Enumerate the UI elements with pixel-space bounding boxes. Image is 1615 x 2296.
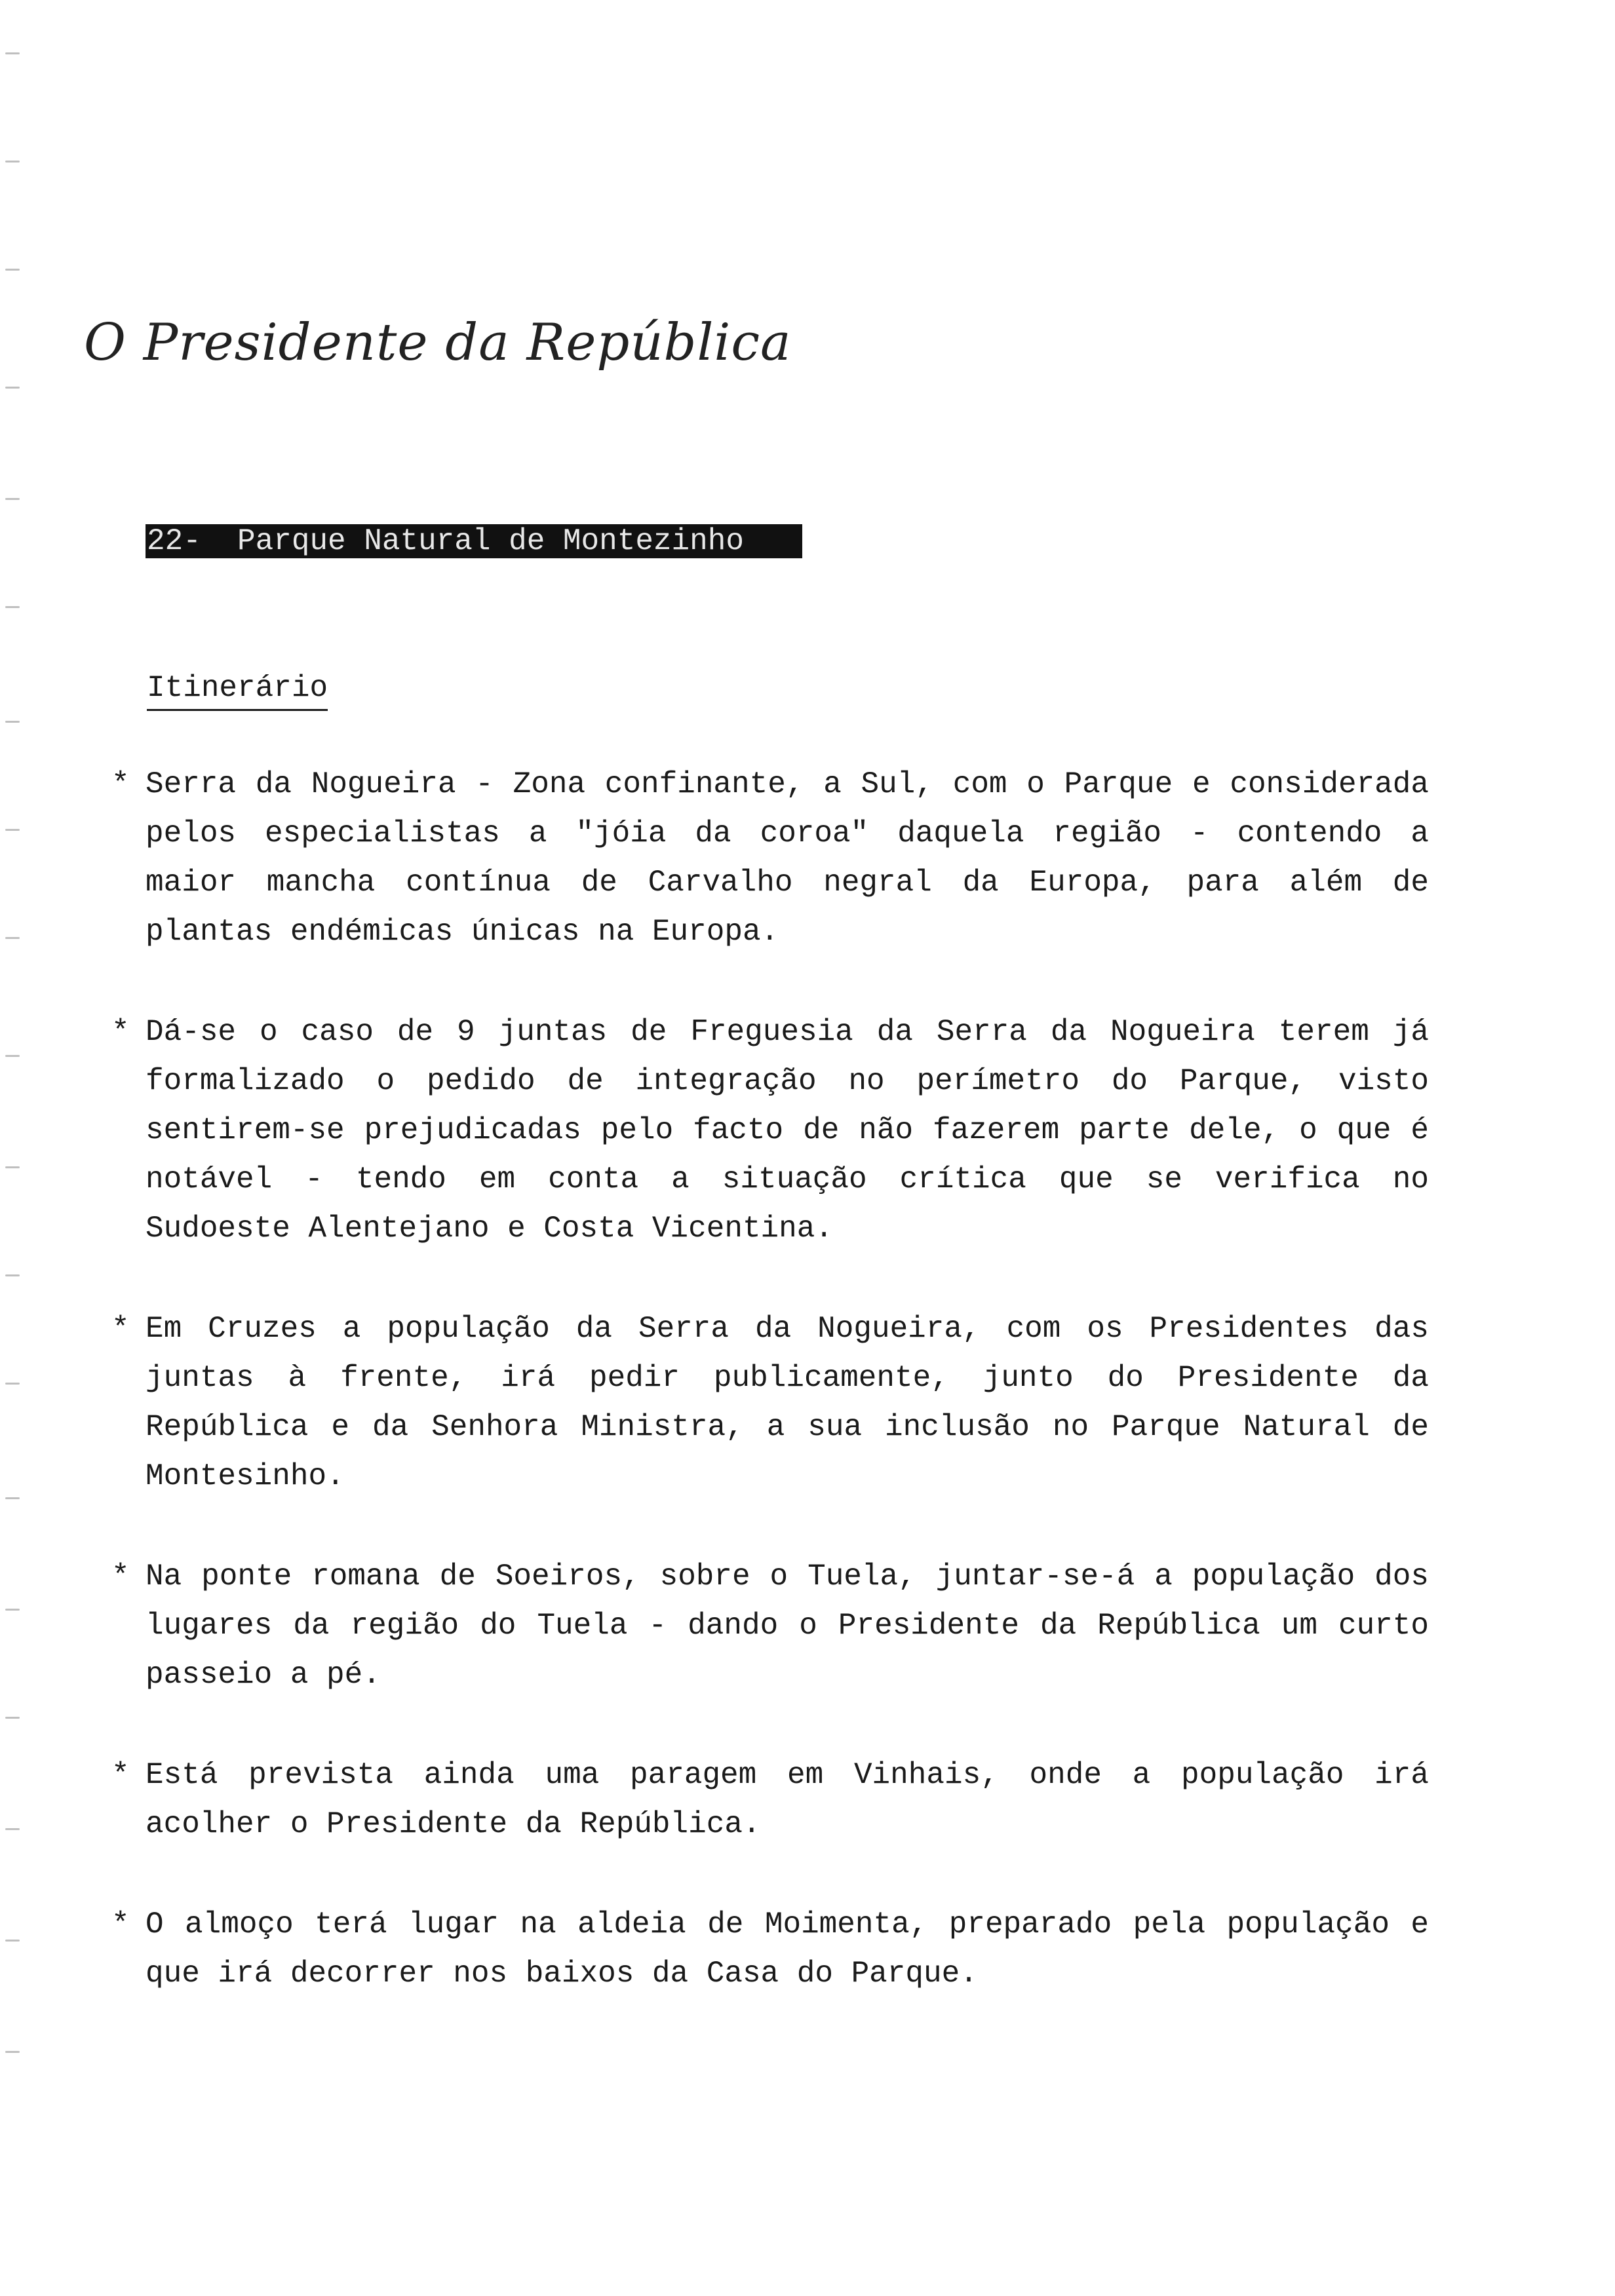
list-item-text: Em Cruzes a população da Serra da Nogueira, com os Presidentes das juntas à frente, irá pedir publicamente, junto do Presidente da República e da Senhora Ministra, a sua inclusão no Parque Natural de Montesinho. <box>146 1312 1429 1493</box>
margin-mark <box>5 829 20 831</box>
margin-mark <box>5 606 20 608</box>
margin-mark <box>5 721 20 723</box>
list-item-text: Dá-se o caso de 9 juntas de Freguesia da Serra da Nogueira terem já formalizado o pedido de integração no perímetro do Parque, visto sentirem-se prejudicadas pelo facto de não fazerem parte dele, o que é notável - tendo em conta a situação crítica que se verifica no Sudoeste Alentejano e Costa Vicentina. <box>146 1015 1429 1246</box>
bullet-asterisk-icon: * <box>111 1907 130 1942</box>
margin-mark <box>5 161 20 163</box>
section-title: 22- Parque Natural de Montezinho <box>146 524 802 558</box>
margin-mark <box>5 387 20 389</box>
bullet-asterisk-icon: * <box>111 767 130 801</box>
margin-mark <box>5 1274 20 1276</box>
list-item <box>111 1900 1429 1999</box>
margin-mark <box>5 1166 20 1168</box>
margin-mark <box>5 269 20 271</box>
margin-mark <box>5 2051 20 2053</box>
list-item-text: Na ponte romana de Soeiros, sobre o Tuela, juntar-se-á a população dos lugares da região do Tuela - dando o Presidente da República um curto passeio a pé. <box>146 1559 1429 1692</box>
list-item <box>111 1552 1429 1700</box>
margin-mark <box>5 498 20 500</box>
margin-mark <box>5 1497 20 1499</box>
bullet-asterisk-icon: * <box>111 1559 130 1594</box>
letterhead: O Presidente da República <box>84 313 792 372</box>
list-item <box>111 1751 1429 1849</box>
itinerary-heading: Itinerário <box>147 668 328 711</box>
itinerary-list <box>111 760 1429 2050</box>
bullet-asterisk-icon: * <box>111 1758 130 1792</box>
list-item-text: Serra da Nogueira - Zona confinante, a Sul, com o Parque e considerada pelos especialistas a "jóia da coroa" daquela região - contendo a maior mancha contínua de Carvalho negral da Europa, para além de plantas endémicas únicas na Europa. <box>146 767 1429 949</box>
list-item <box>111 760 1429 957</box>
margin-mark <box>5 1828 20 1830</box>
margin-mark <box>5 1717 20 1719</box>
margin-mark <box>5 1940 20 1942</box>
list-item <box>111 1008 1429 1253</box>
margin-mark <box>5 937 20 939</box>
margin-mark <box>5 1383 20 1385</box>
margin-mark <box>5 1609 20 1611</box>
list-item-text: Está prevista ainda uma paragem em Vinhais, onde a população irá acolher o Presidente da República. <box>146 1758 1429 1841</box>
list-item <box>111 1305 1429 1501</box>
margin-mark <box>5 1055 20 1057</box>
list-item-text: O almoço terá lugar na aldeia de Moimenta, preparado pela população e que irá decorrer nos baixos da Casa do Parque. <box>146 1907 1429 1991</box>
bullet-asterisk-icon: * <box>111 1312 130 1346</box>
margin-mark <box>5 52 20 54</box>
bullet-asterisk-icon: * <box>111 1015 130 1049</box>
